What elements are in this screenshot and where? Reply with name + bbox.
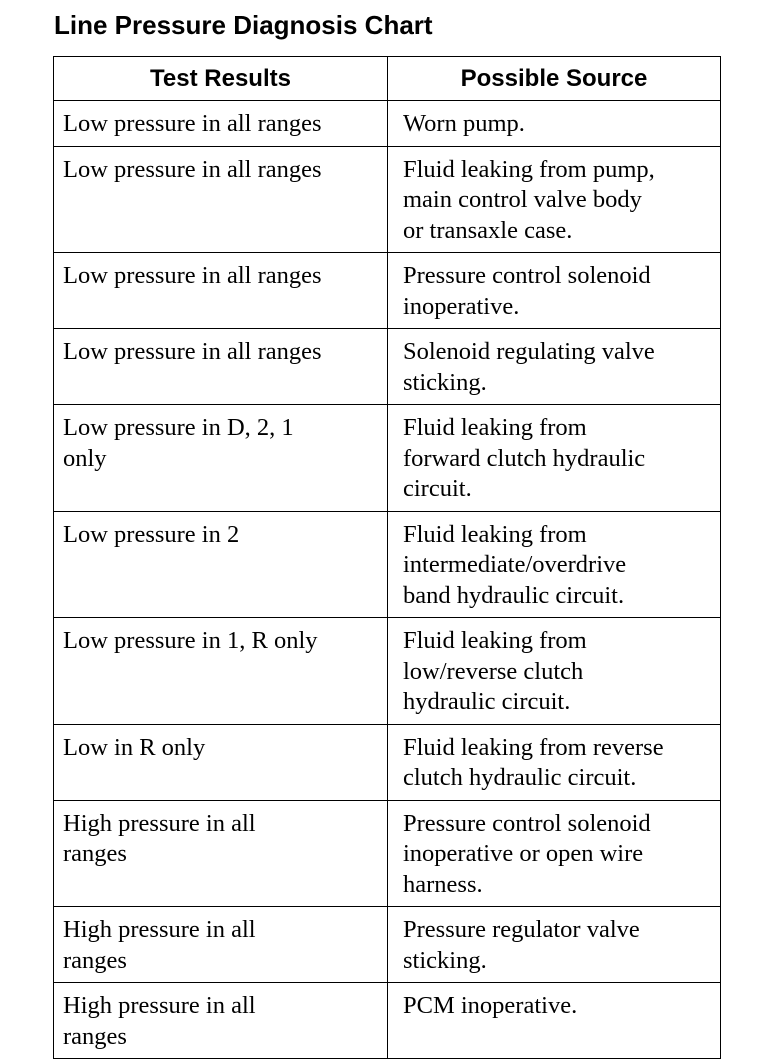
page-title: Line Pressure Diagnosis Chart <box>54 10 433 40</box>
table-row <box>54 800 721 907</box>
test-result-cell: Low pressure in 1, R only <box>54 618 388 725</box>
test-result-cell: Low pressure in all ranges <box>54 101 388 147</box>
test-result-cell: Low pressure in 2 <box>54 511 388 618</box>
possible-source-cell: Fluid leaking from reverse clutch hydraulic circuit. <box>388 724 721 800</box>
possible-source-cell: Pressure control solenoid inoperative. <box>388 253 721 329</box>
possible-source-cell: Pressure control solenoid inoperative or open wire harness. <box>388 800 721 907</box>
table-row <box>54 405 721 512</box>
test-result-cell: High pressure in all ranges <box>54 983 388 1059</box>
test-result-cell: Low pressure in all ranges <box>54 329 388 405</box>
possible-source-cell: Solenoid regulating valve sticking. <box>388 329 721 405</box>
diagnosis-table <box>53 56 721 1059</box>
test-result-cell: Low in R only <box>54 724 388 800</box>
test-result-cell: Low pressure in all ranges <box>54 253 388 329</box>
table-row <box>54 329 721 405</box>
possible-source-cell: Fluid leaking from intermediate/overdrive band hydraulic circuit. <box>388 511 721 618</box>
table-header-row <box>54 57 721 101</box>
possible-source-cell: Fluid leaking from pump, main control valve body or transaxle case. <box>388 146 721 253</box>
possible-source-cell: Worn pump. <box>388 101 721 147</box>
table-row <box>54 146 721 253</box>
possible-source-cell: Fluid leaking from low/reverse clutch hydraulic circuit. <box>388 618 721 725</box>
table-row <box>54 983 721 1059</box>
possible-source-cell: Fluid leaking from forward clutch hydraulic circuit. <box>388 405 721 512</box>
table-row <box>54 253 721 329</box>
table-row <box>54 511 721 618</box>
column-header-possible-source: Possible Source <box>388 57 721 101</box>
test-result-cell: Low pressure in all ranges <box>54 146 388 253</box>
test-result-cell: Low pressure in D, 2, 1 only <box>54 405 388 512</box>
test-result-cell: High pressure in all ranges <box>54 800 388 907</box>
column-header-test-results: Test Results <box>54 57 388 101</box>
possible-source-cell: PCM inoperative. <box>388 983 721 1059</box>
table-row <box>54 724 721 800</box>
table-row <box>54 907 721 983</box>
possible-source-cell: Pressure regulator valve sticking. <box>388 907 721 983</box>
test-result-cell: High pressure in all ranges <box>54 907 388 983</box>
table-row <box>54 101 721 147</box>
table-row <box>54 618 721 725</box>
